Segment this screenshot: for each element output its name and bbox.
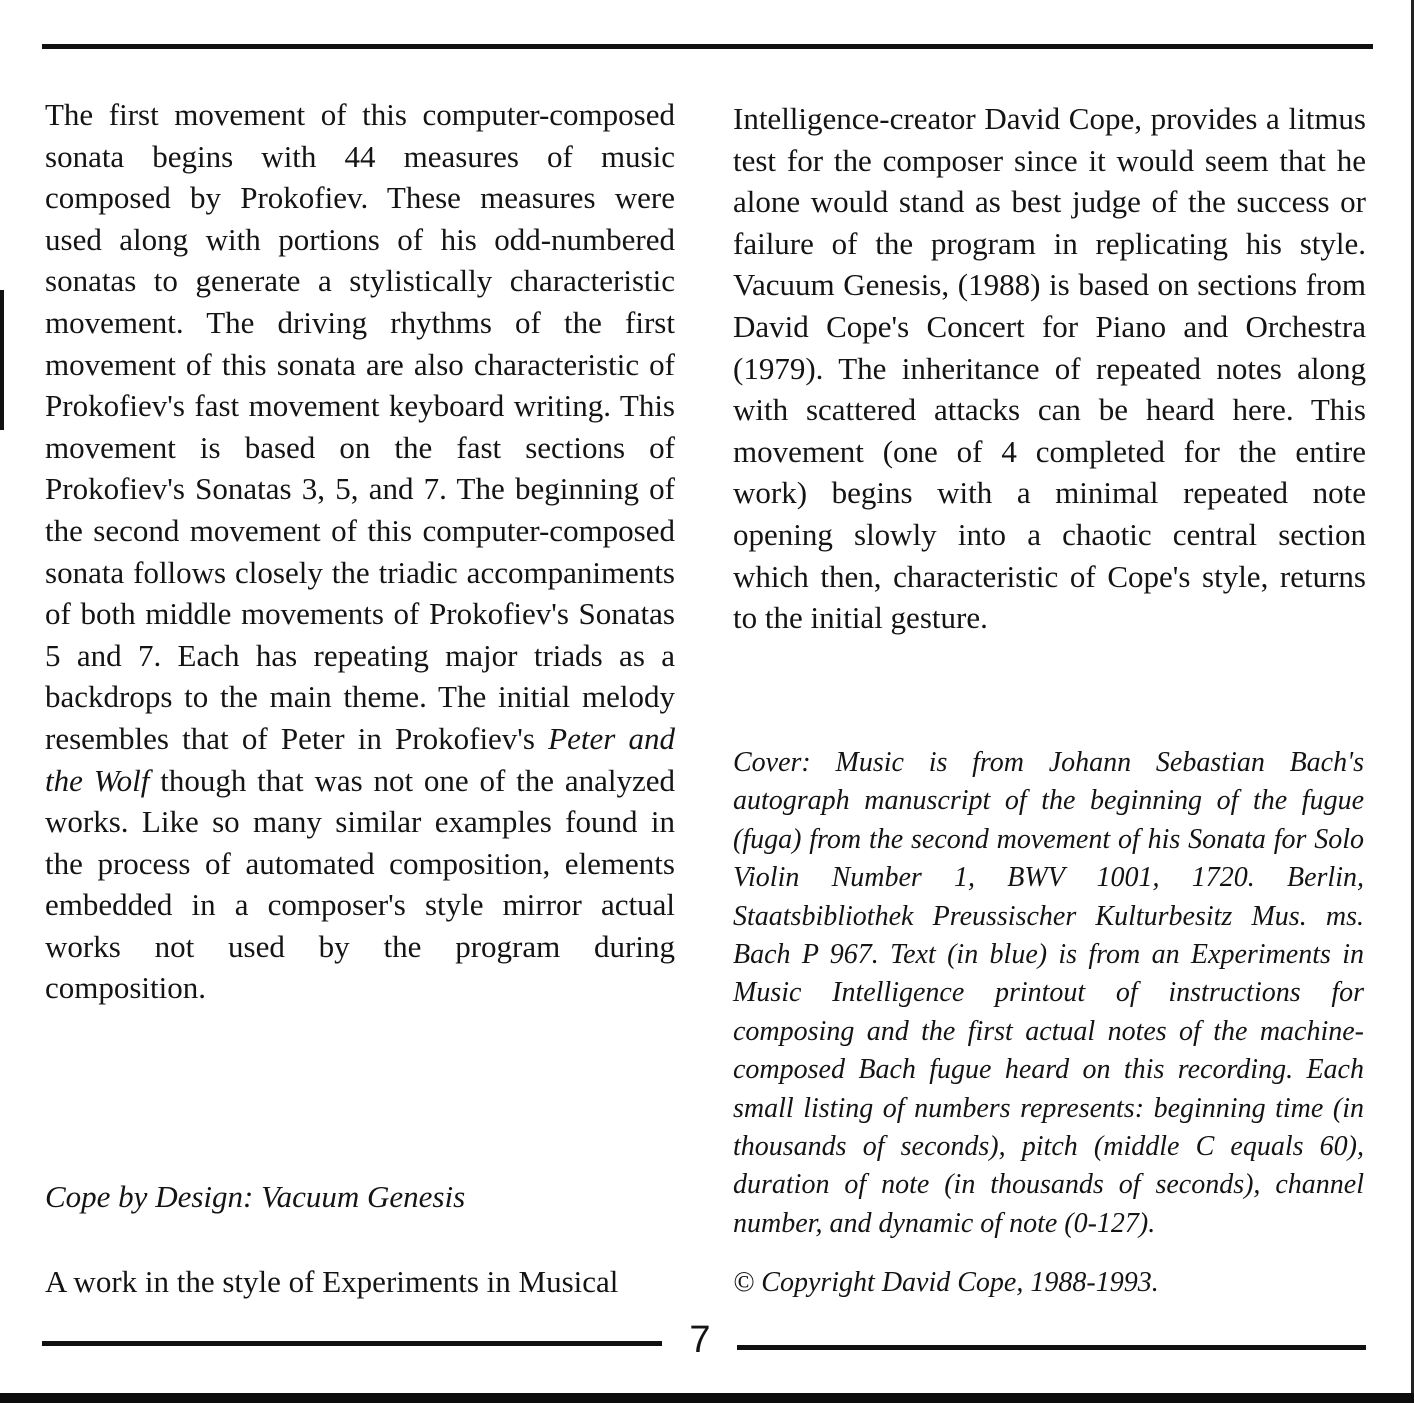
left-column bbox=[45, 94, 675, 1009]
scan-edge-left bbox=[0, 290, 4, 430]
top-rule bbox=[42, 44, 1373, 49]
scan-edge-bottom bbox=[0, 1393, 1414, 1403]
right-column bbox=[733, 98, 1366, 639]
work-title-italic: Peter and the Wolf bbox=[45, 720, 675, 798]
left-body-end: though that was not one of the analyzed works. Like so many similar examples found in the process of automated composition, elements embedded in a composer's style mirror actual works not used by the program during composition. bbox=[45, 762, 676, 1006]
bottom-rule-left bbox=[42, 1341, 662, 1346]
section-title: Cope by Design: Vacuum Genesis bbox=[45, 1179, 466, 1214]
section-intro: A work in the style of Experiments in Musical bbox=[45, 1264, 619, 1299]
right-column-paragraph: Intelligence-creator David Cope, provides a litmus test for the composer since it would seem that he alone would stand as best judge of the success or failure of the program in replicating his style. Vacuum Genesis, (1988) is based on sections from David Cope's Concert for Piano and Orchestra (1979). The inheritance of repeated notes along with scattered attacks can be heard here. This movement (one of 4 completed for the entire work) begins with a minimal repeated note opening slowly into a chaotic central section which then, characteristic of Cope's style, returns to the initial gesture. bbox=[733, 101, 1366, 636]
page-number: 7 bbox=[689, 1319, 711, 1361]
left-body-start: The first movement of this computer-composed sonata begins with 44 measures of music composed by Prokofiev. These measures were used along with portions of his odd-numbered sonatas to generate a stylistically characteristic movement. The driving rhythms of the first movement of this sonata are also characteristic of Prokofiev's fast movement keyboard writing. This movement is based on the fast sections of Prokofiev's Sonatas 3, 5, and 7. The beginning of the second movement of this computer-composed sonata follows closely the triadic accompaniments of both middle movements of Prokofiev's Sonatas 5 and 7. Each has repeating major triads as a backdrops to the main theme. The initial melody resembles that of Peter in Prokofiev's bbox=[45, 97, 675, 756]
left-column-paragraph bbox=[45, 94, 675, 1009]
cover-note: Cover: Music is from Johann Sebastian Bach's autograph manuscript of the beginning of the fugue (fuga) from the second movement of his Sonata for Solo Violin Number 1, BWV 1001, 1720. Berlin, Staatsbibliothek Preussischer Kulturbesitz Mus. ms. Bach P 967. Text (in blue) is from an Experiments in Music Intelligence printout of instructions for composing and the first actual notes of the machine-composed Bach fugue heard on this recording. Each small listing of numbers represents: beginning time (in thousands of seconds), pitch (middle C equals 60), duration of note (in thousands of seconds), channel number, and dynamic of note (0-127). bbox=[733, 747, 1364, 1239]
copyright-line: © Copyright David Cope, 1988-1993. bbox=[733, 1267, 1159, 1298]
bottom-rule-right bbox=[737, 1345, 1366, 1350]
